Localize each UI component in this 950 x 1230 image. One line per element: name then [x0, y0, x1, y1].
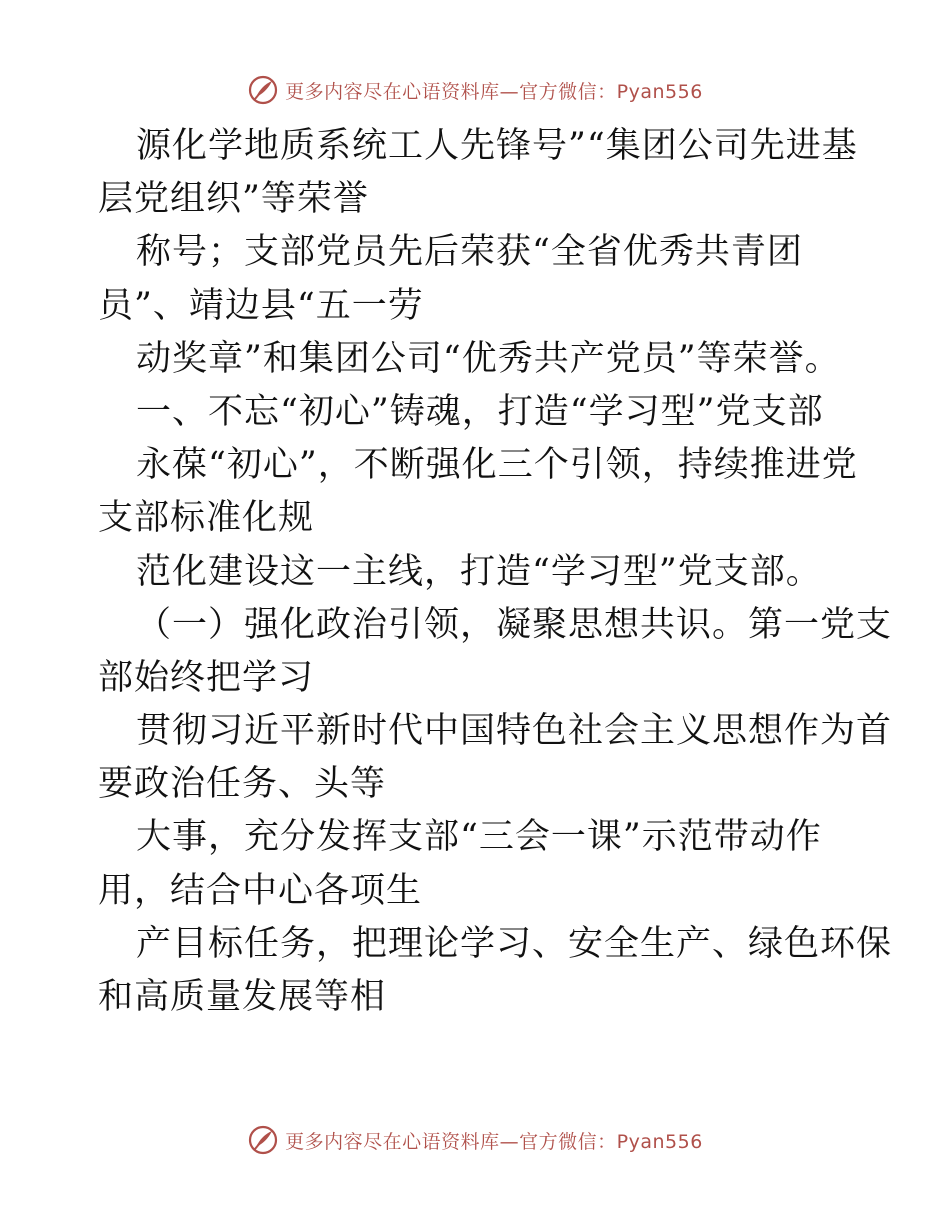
text-line: 范化建设这一主线，打造“学习型”党支部。 — [136, 551, 822, 592]
header-watermark-text: 更多内容尽在心语资料库—官方微信：Pyan556 — [285, 80, 703, 103]
text-line: 源化学地质系统工人先锋号”“集团公司先进基 — [136, 126, 858, 166]
text-line: 和高质量发展等相 — [98, 977, 387, 1017]
text-line: 贯彻习近平新时代中国特色社会主义思想作为首 — [136, 711, 893, 752]
text-line: 部始终把学习 — [98, 657, 315, 698]
text-line: 支部标准化规 — [98, 498, 315, 539]
text-line: 用，结合中心各项生 — [98, 870, 423, 911]
quill-logo-icon — [247, 1124, 279, 1156]
header-watermark — [0, 70, 950, 110]
text-line: 称号；支部党员先后荣获“全省优秀共青团 — [136, 232, 803, 273]
text-line: （一）强化政治引领，凝聚思想共识。第一党支 — [136, 604, 893, 645]
text-line: 员”、靖边县“五一劳 — [98, 285, 424, 326]
text-line: 产目标任务，把理论学习、安全生产、绿色环保 — [136, 923, 893, 964]
text-line: 一、不忘“初心”铸魂，打造“学习型”党支部 — [136, 391, 824, 432]
text-line: 要政治任务、头等 — [98, 764, 387, 805]
text-line: 大事，充分发挥支部“三会一课”示范带动作 — [136, 817, 822, 858]
text-line: 动奖章”和集团公司“优秀共产党员”等荣誉。 — [136, 338, 841, 379]
quill-logo-icon — [247, 74, 279, 106]
text-line: 层党组织”等荣誉 — [98, 179, 369, 220]
text-line: 永葆“初心”，不断强化三个引领，持续推进党 — [136, 445, 858, 486]
footer-watermark-text: 更多内容尽在心语资料库—官方微信：Pyan556 — [285, 1130, 703, 1153]
footer-watermark — [0, 1120, 950, 1160]
document-body — [98, 120, 893, 1024]
